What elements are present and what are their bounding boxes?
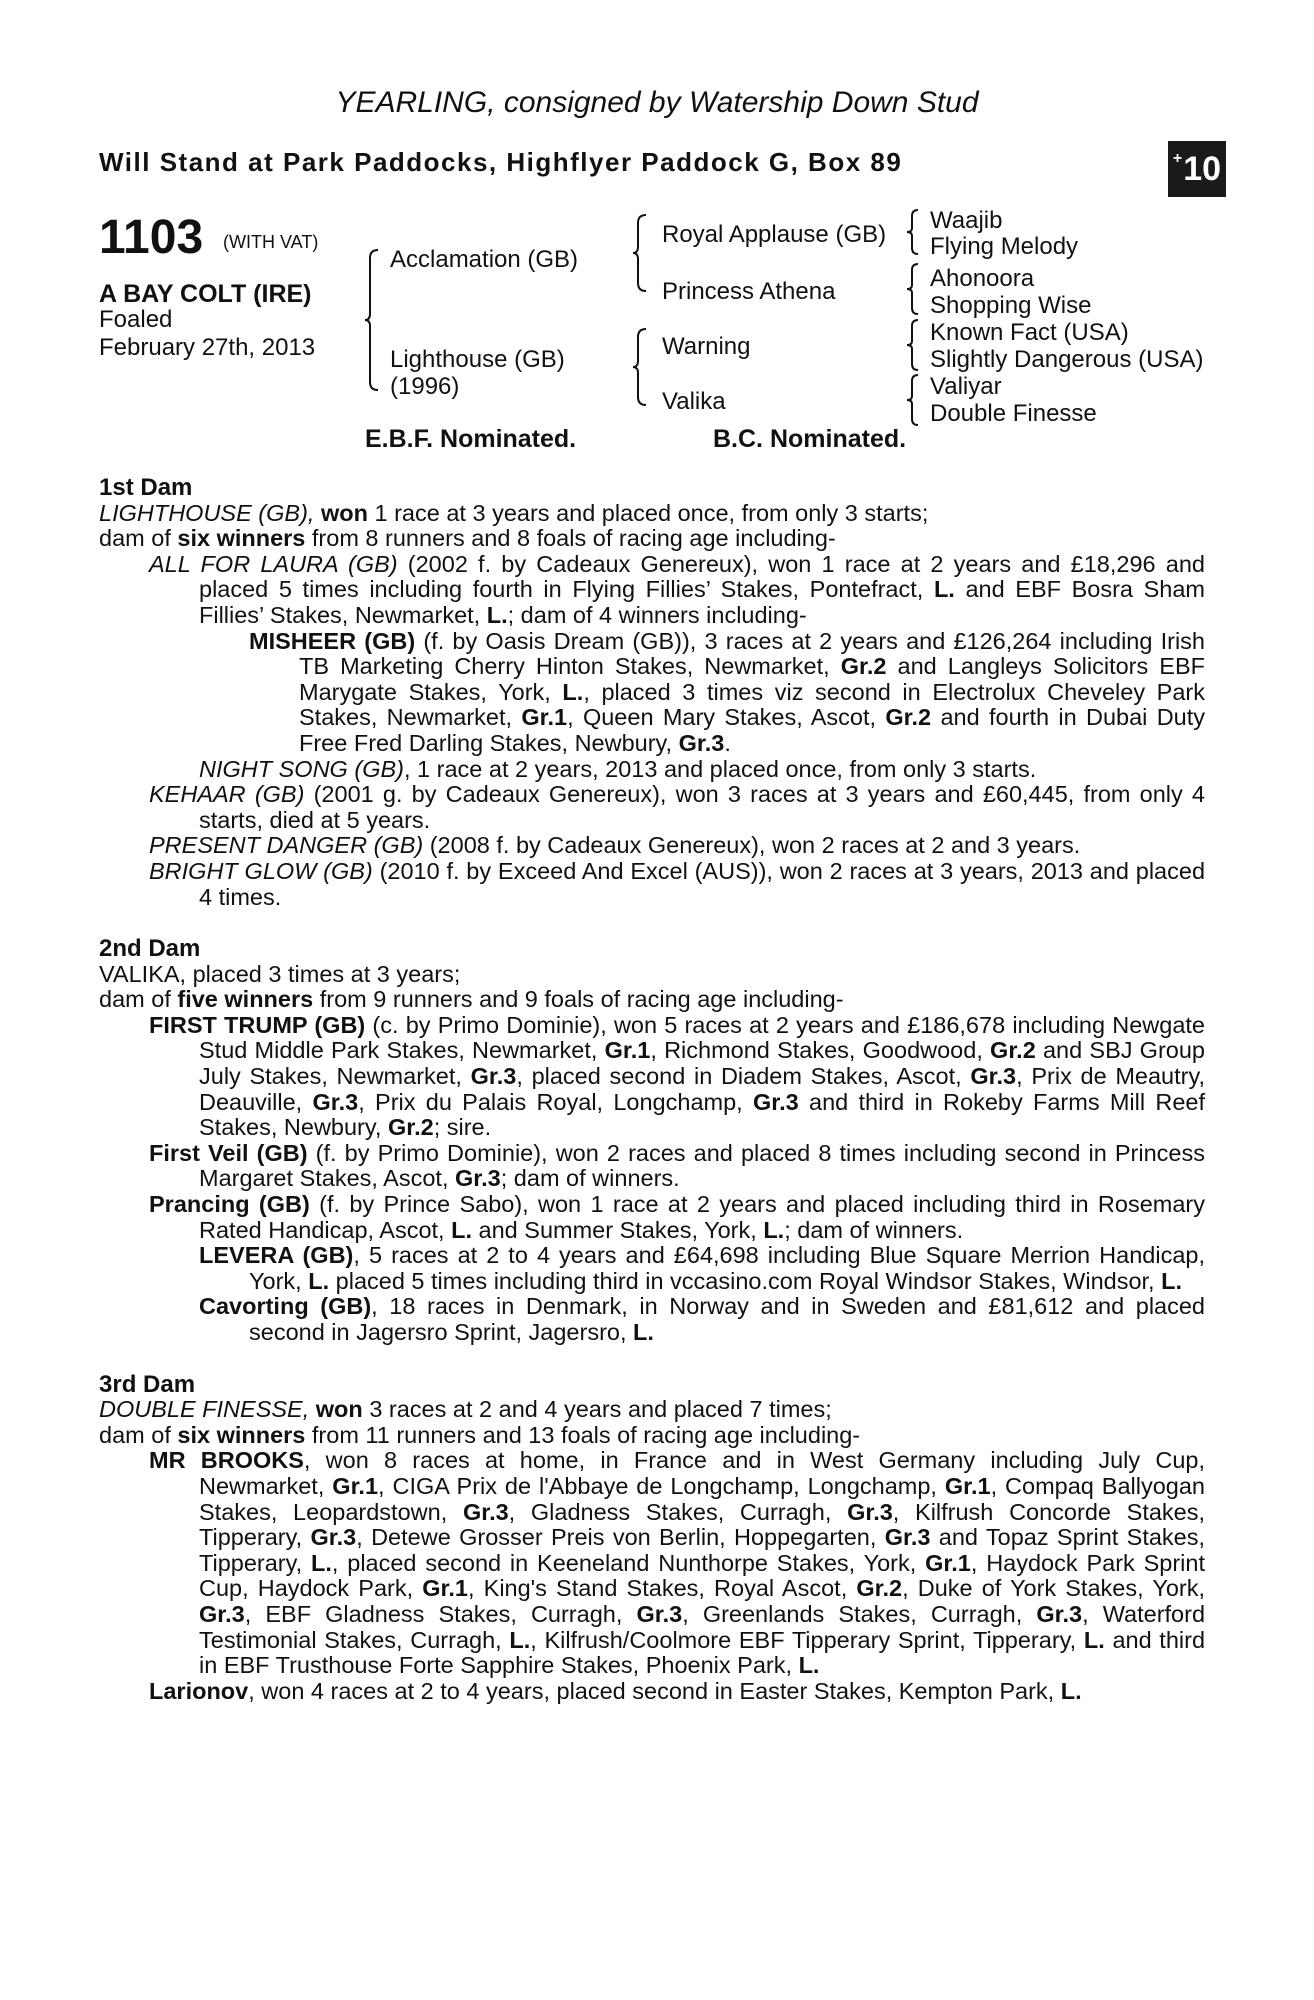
gen3-6: Slightly Dangerous (USA)	[930, 346, 1204, 373]
produce-entry: KEHAAR (GB) (2001 g. by Cadeaux Genereux), won 3 races at 3 years and £60,445, from only 4 starts, died at 5 years.	[149, 781, 1205, 833]
produce-entry: NIGHT SONG (GB), 1 race at 2 years, 2013 and placed once, from only 3 starts.	[199, 755, 1037, 782]
catalogue-body	[99, 475, 1205, 1704]
bc-nominated: B.C. Nominated.	[713, 425, 907, 453]
first-dam-produce-summary: dam of six winners from 8 runners and 8 foals of racing age including-	[99, 525, 836, 552]
gen3-8: Double Finesse	[930, 400, 1097, 427]
produce-entry: FIRST TRUMP (GB) (c. by Primo Dominie), won 5 races at 2 years and £186,678 including Newgate Stud Middle Park Stakes, Newmarket, Gr.1, Richmond Stakes, Goodwood, Gr.2 and SBJ Group July Stakes, Newmarket, Gr.3, placed second in Diadem Stakes, Ascot, Gr.3, Prix de Meautry, Deauville, Gr.3, Prix du Palais Royal, Longchamp, Gr.3 and third in Rokeby Farms Mill Reef Stakes, Newbury, Gr.2; sire.	[149, 1011, 1206, 1141]
dam-year: (1996)	[390, 373, 460, 400]
gen3-5: Known Fact (USA)	[930, 319, 1129, 346]
second-dam-line: VALIKA, placed 3 times at 3 years;	[99, 960, 461, 987]
dam-sire: Warning	[662, 333, 751, 360]
produce-entry: BRIGHT GLOW (GB) (2010 f. by Exceed And Excel (AUS)), won 2 races at 3 years, 2013 and placed 4 times.	[149, 857, 1206, 910]
third-dam-heading: 3rd Dam	[99, 1370, 196, 1398]
foaled-label: Foaled	[99, 306, 173, 333]
first-dam-heading: 1st Dam	[99, 474, 193, 501]
brace-sire-line	[632, 213, 648, 293]
brace-sire-dam	[364, 248, 380, 392]
produce-entry: LEVERA (GB), 5 races at 2 to 4 years and £64,698 including Blue Square Merrion Handicap, York, L. placed 5 times including third in vccasino.com Royal Windsor Stakes, Windsor, L.	[199, 1242, 1205, 1294]
stand-location: Will Stand at Park Paddocks, Highflyer Paddock G, Box 89	[99, 147, 903, 177]
brace-dam-line	[632, 327, 648, 407]
second-dam-heading: 2nd Dam	[99, 935, 201, 963]
gen3-4: Shopping Wise	[930, 292, 1092, 319]
consignment-line: YEARLING, consigned by Watership Down Stud	[335, 86, 979, 119]
produce-entry: Prancing (GB) (f. by Prince Sabo), won 1 race at 2 years and placed including third in Rosemary Rated Handicap, Ascot, L. and Summer Stakes, York, L.; dam of winners.	[149, 1191, 1206, 1243]
lot-title: A BAY COLT (IRE)	[99, 280, 312, 308]
vat-label: (WITH VAT)	[223, 232, 319, 252]
produce-entry: MISHEER (GB) (f. by Oasis Dream (GB)), 3 races at 2 years and £126,264 including Irish TB Marketing Cherry Hinton Stakes, Newmarket, Gr.2 and Langleys Solicitors EBF Marygate Stakes, York, L., placed 3 times viz second in Electrolux Cheveley Park Stakes, Newmarket, Gr.1, Queen Mary Stakes, Ascot, Gr.2 and fourth in Dubai Duty Free Fred Darling Stakes, Newbury, Gr.3.	[249, 627, 1206, 756]
sire-sire: Royal Applause (GB)	[662, 221, 887, 248]
gen3-7: Valiyar	[930, 373, 1002, 400]
third-dam-line: DOUBLE FINESSE, won 3 races at 2 and 4 years and placed 7 times;	[99, 1396, 832, 1423]
page-badge	[1168, 141, 1226, 197]
gen3-1: Waajib	[930, 207, 1003, 234]
brace-g3	[906, 318, 920, 372]
brace-g2	[906, 262, 920, 316]
first-dam-line: LIGHTHOUSE (GB), won 1 race at 3 years and placed once, from only 3 starts;	[99, 499, 929, 526]
badge-plus: +	[1172, 150, 1183, 167]
ebf-nominated: E.B.F. Nominated.	[365, 425, 577, 453]
sire-dam: Princess Athena	[662, 278, 836, 305]
third-dam-produce-summary: dam of six winners from 11 runners and 13 foals of racing age including-	[99, 1421, 861, 1448]
gen3-2: Flying Melody	[930, 233, 1079, 260]
foaled-date: February 27th, 2013	[99, 334, 316, 361]
produce-entry: ALL FOR LAURA (GB) (2002 f. by Cadeaux Genereux), won 1 race at 2 years and £18,296 and placed 5 times including fourth in Flying Fillies’ Stakes, Pontefract, L. and EBF Bosra Sham Fillies’ Stakes, Newmarket, L.; dam of 4 winners including-	[149, 550, 1206, 628]
badge-number: 10	[1183, 149, 1222, 188]
sire: Acclamation (GB)	[390, 246, 579, 273]
gen3-3: Ahonoora	[930, 265, 1035, 292]
dam: Lighthouse (GB)	[390, 346, 565, 373]
dam-dam: Valika	[662, 388, 726, 415]
produce-entry: First Veil (GB) (f. by Primo Dominie), won 2 races and placed 8 times including second in Princess Margaret Stakes, Ascot, Gr.3; dam of winners.	[149, 1139, 1205, 1192]
produce-entry: Cavorting (GB), 18 races in Denmark, in Norway and in Sweden and £81,612 and placed second in Jagersro Sprint, Jagersro, L.	[199, 1293, 1205, 1345]
brace-g4	[906, 373, 920, 427]
produce-entry: PRESENT DANGER (GB) (2008 f. by Cadeaux Genereux), won 2 races at 2 and 3 years.	[149, 832, 1081, 859]
produce-entry: Larionov, won 4 races at 2 to 4 years, placed second in Easter Stakes, Kempton Park, L.	[149, 1677, 1082, 1704]
second-dam-produce-summary: dam of five winners from 9 runners and 9 foals of racing age including-	[99, 986, 844, 1013]
produce-entry: MR BROOKS, won 8 races at home, in France and in West Germany including July Cup, Newmarket, Gr.1, CIGA Prix de l'Abbaye de Longchamp, Longchamp, Gr.1, Compaq Ballyogan Stakes, Leopardstown, Gr.3, Gladness Stakes, Curragh, Gr.3, Kilfrush Concorde Stakes, Tipperary, Gr.3, Detewe Grosser Preis von Berlin, Hoppegarten, Gr.3 and Topaz Sprint Stakes, Tipperary, L., placed second in Keeneland Nunthorpe Stakes, York, Gr.1, Haydock Park Sprint Cup, Haydock Park, Gr.1, King's Stand Stakes, Royal Ascot, Gr.2, Duke of York Stakes, York, Gr.3, EBF Gladness Stakes, Curragh, Gr.3, Greenlands Stakes, Curragh, Gr.3, Waterford Testimonial Stakes, Curragh, L., Kilfrush/Coolmore EBF Tipperary Sprint, Tipperary, L. and third in EBF Trusthouse Forte Sapphire Stakes, Phoenix Park, L.	[149, 1447, 1206, 1679]
brace-g1	[906, 208, 920, 256]
lot-number: 1103	[99, 211, 204, 264]
